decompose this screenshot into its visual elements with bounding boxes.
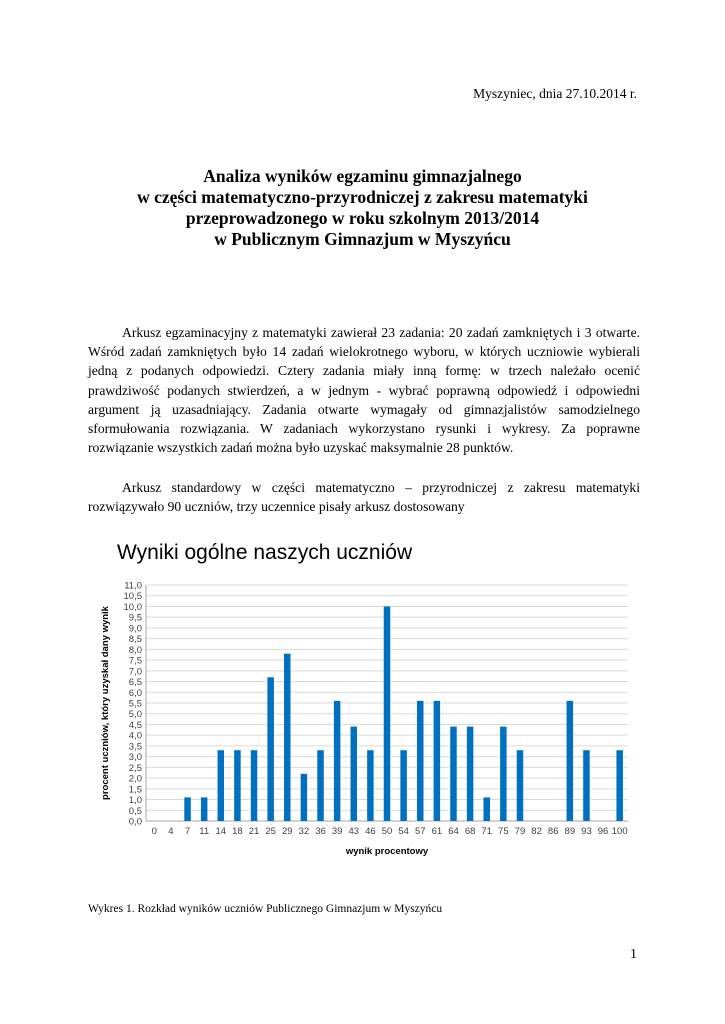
chart-y-tick-label: 8,0 bbox=[128, 644, 142, 656]
chart-y-tick-label: 3,0 bbox=[128, 752, 142, 764]
chart-y-tick-label: 5,5 bbox=[128, 698, 142, 710]
chart-x-tick-label: 21 bbox=[248, 826, 260, 837]
chart-bar bbox=[218, 750, 225, 821]
chart-x-tick-label: 64 bbox=[448, 826, 459, 837]
chart-y-tick-label: 6,0 bbox=[128, 687, 142, 699]
chart-x-tick-label: 61 bbox=[431, 826, 443, 837]
chart-y-tick-label: 0,5 bbox=[128, 805, 142, 817]
chart-y-tick-label: 9,0 bbox=[128, 623, 142, 635]
chart-y-tick-label: 5,0 bbox=[128, 709, 142, 721]
chart-x-tick-label: 68 bbox=[464, 826, 476, 837]
chart-bar bbox=[483, 797, 490, 821]
chart-y-tick-labels bbox=[124, 581, 143, 828]
chart-x-tick-label: 71 bbox=[481, 826, 493, 837]
chart-bar bbox=[201, 797, 208, 821]
chart-title: Wyniki ogólne naszych uczniów bbox=[117, 541, 413, 564]
chart-y-tick-label: 3,5 bbox=[128, 741, 142, 753]
chart-x-tick-label: 75 bbox=[498, 826, 509, 837]
chart-y-tick-label: 8,5 bbox=[128, 634, 142, 646]
document-title bbox=[0, 166, 725, 250]
chart-x-tick-label: 0 bbox=[151, 826, 157, 837]
chart-x-tick-label: 18 bbox=[232, 826, 243, 837]
chart-bar bbox=[417, 701, 424, 821]
chart-bar bbox=[234, 750, 241, 821]
chart-x-axis-label: wynik procentowy bbox=[345, 846, 429, 857]
paragraph-2-text: Arkusz standardowy w części matematyczno – przyrodniczej z zakresu matematyki rozwiązywało 90 uczniów, trzy uczennice pisały arkusz dostosowany bbox=[88, 480, 640, 515]
chart-bar bbox=[334, 701, 341, 821]
title-line-3: przeprowadzonego w roku szkolnym 2013/2014 bbox=[185, 208, 540, 228]
chart-x-tick-label: 14 bbox=[215, 826, 227, 837]
chart-bar bbox=[434, 701, 441, 821]
chart-y-tick-label: 10,5 bbox=[123, 591, 142, 603]
chart-x-tick-label: 11 bbox=[199, 826, 210, 837]
chart-bar bbox=[500, 727, 507, 821]
chart-x-tick-labels bbox=[152, 826, 628, 837]
chart-x-tick-label: 29 bbox=[281, 826, 293, 837]
chart-y-tick-label: 11,0 bbox=[124, 580, 142, 592]
chart-bar bbox=[351, 727, 358, 821]
chart-x-tick-label: 7 bbox=[184, 826, 191, 837]
chart-x-tick-label: 79 bbox=[514, 826, 526, 837]
chart-bar bbox=[251, 750, 258, 821]
chart-x-tick-label: 89 bbox=[564, 826, 576, 837]
chart-bar bbox=[184, 797, 191, 821]
chart-bar bbox=[284, 654, 291, 821]
paragraph-1-text: Arkusz egzaminacyjny z matematyki zawierał 23 zadania: 20 zadań zamkniętych i 3 otwarte. Wśród zadań zamkniętych było 14 zadań wielokrotnego wyboru, w których uczniowie wybierali jedną z podanych odpowiedzi. Cztery zadania miały inną formę: w trzech należało ocenić prawdziwość podanych stwierdzeń, a w jednym - wybrać poprawną odpowiedź i odpowiedni argument ją uzasadniający. Zadania otwarte wymagały od gimnazjalistów samodzielnego sformułowania rozwiązania. W zadaniach wykorzystano rysunki i wykresy. Za poprawne rozwiązanie wszystkich zadań można było uzyskać maksymalnie 28 punktów. bbox=[88, 325, 640, 456]
chart-y-tick-label: 1,0 bbox=[128, 795, 142, 807]
results-bar-chart bbox=[96, 575, 641, 865]
paragraph-2 bbox=[88, 478, 640, 516]
chart-x-tick-label: 39 bbox=[331, 826, 343, 837]
chart-bar bbox=[583, 750, 590, 821]
chart-x-tick-label: 93 bbox=[581, 826, 592, 837]
chart-x-tick-label: 32 bbox=[298, 826, 310, 837]
chart-y-tick-label: 7,0 bbox=[128, 666, 142, 678]
chart-bar bbox=[567, 701, 574, 821]
chart-x-tick-label: 36 bbox=[315, 826, 326, 837]
chart-y-tick-label: 4,5 bbox=[128, 719, 142, 731]
chart-y-tick-label: 7,5 bbox=[128, 655, 142, 667]
figure-caption: Wykres 1. Rozkład wyników uczniów Publicznego Gimnazjum w Myszyńcu bbox=[88, 903, 443, 915]
chart-x-tick-label: 100 bbox=[611, 826, 628, 837]
chart-x-tick-label: 86 bbox=[547, 826, 559, 837]
chart-bar bbox=[384, 606, 391, 821]
chart-x-tick-label: 25 bbox=[265, 826, 276, 837]
title-line-1: Analiza wyników egzaminu gimnazjalnego bbox=[203, 166, 522, 186]
page-number: 1 bbox=[630, 947, 637, 962]
chart-y-tick-label: 1,5 bbox=[128, 784, 142, 796]
chart-y-tick-label: 2,0 bbox=[128, 773, 142, 785]
chart-x-tick-label: 43 bbox=[348, 826, 360, 837]
chart-y-tick-label: 4,0 bbox=[128, 730, 142, 742]
chart-x-tick-label: 4 bbox=[168, 826, 174, 837]
chart-bar bbox=[317, 750, 324, 821]
chart-y-tick-label: 10,0 bbox=[123, 601, 142, 613]
chart-bar bbox=[467, 727, 474, 821]
chart-x-tick-label: 57 bbox=[414, 826, 426, 837]
paragraph-1 bbox=[88, 323, 640, 457]
title-line-4: w Publicznym Gimnazjum w Myszyńcu bbox=[214, 229, 511, 249]
chart-bar bbox=[616, 750, 623, 821]
chart-y-tick-label: 6,5 bbox=[128, 677, 142, 689]
chart-bar bbox=[367, 750, 374, 821]
chart-x-tick-label: 50 bbox=[381, 826, 393, 837]
chart-bar bbox=[400, 750, 407, 821]
chart-bar bbox=[267, 677, 274, 821]
chart-x-tick-label: 54 bbox=[398, 826, 409, 837]
chart-x-tick-label: 46 bbox=[365, 826, 376, 837]
chart-x-tick-label: 82 bbox=[531, 826, 542, 837]
date-line: Myszyniec, dnia 27.10.2014 r. bbox=[473, 86, 637, 101]
chart-bar bbox=[450, 727, 457, 821]
chart-x-tick-label: 96 bbox=[597, 826, 609, 837]
title-line-2: w części matematyczno-przyrodniczej z zakresu matematyki bbox=[137, 187, 588, 207]
chart-y-axis-label: procent uczniów, który uzyskał dany wynik bbox=[100, 606, 111, 800]
chart-y-tick-label: 9,5 bbox=[128, 612, 142, 624]
chart-y-tick-label: 0,0 bbox=[128, 816, 142, 828]
chart-bar bbox=[517, 750, 524, 821]
chart-bar bbox=[301, 774, 308, 821]
chart-y-tick-label: 2,5 bbox=[128, 762, 142, 774]
